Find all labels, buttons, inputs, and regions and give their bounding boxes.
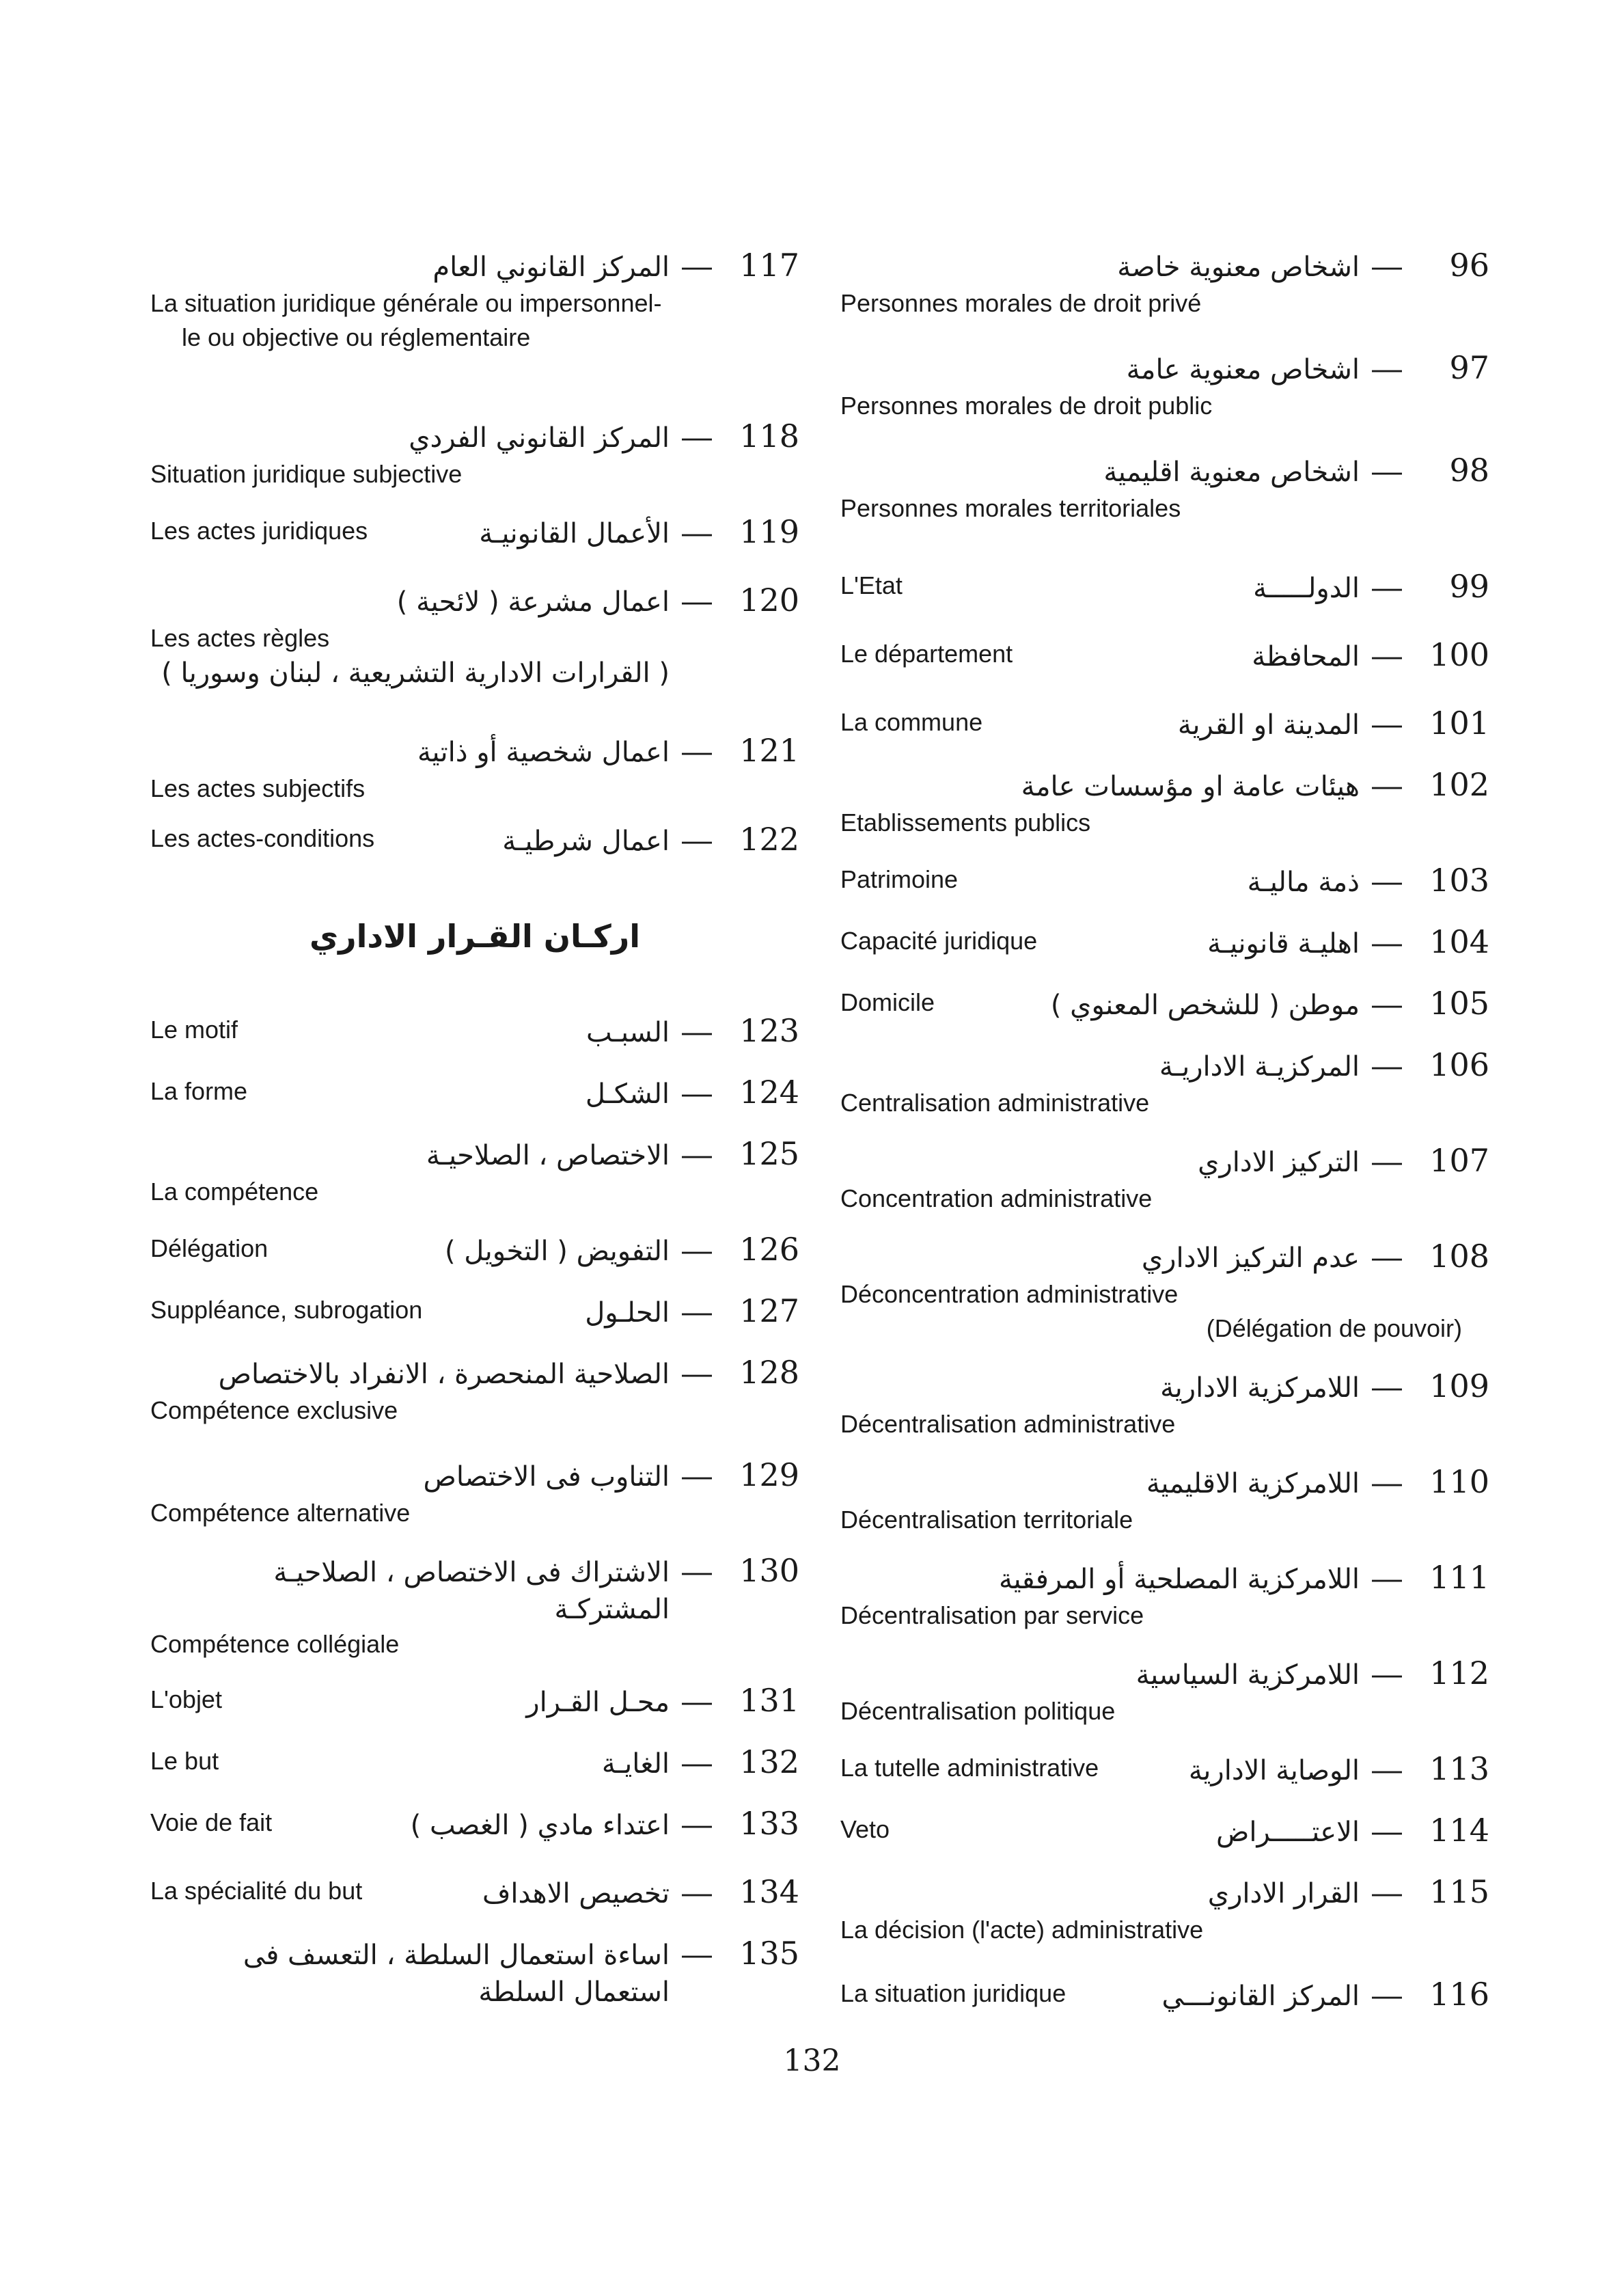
entry-number: 114 <box>1429 1812 1489 1849</box>
glossary-entry <box>150 1873 799 1913</box>
entry-french-term: La spécialité du but <box>150 1877 363 1905</box>
entry-number: 105 <box>1429 985 1489 1022</box>
entry-arabic-line <box>840 1237 1489 1277</box>
entry-french-term: Décentralisation territoriale <box>840 1506 1133 1534</box>
entry-number: 110 <box>1429 1463 1489 1500</box>
entry-dash: — <box>1372 1814 1402 1848</box>
entry-dash: — <box>682 420 712 454</box>
entry-dash: — <box>1372 1979 1402 2012</box>
entry-french-term: Personnes morales de droit public <box>840 392 1213 420</box>
entry-arabic-continuation: ( القرارات الادارية التشريعية ، لبنان وسوريا ) <box>161 657 670 689</box>
entry-french-term: Capacité juridique <box>840 927 1038 955</box>
entry-arabic-term: اهليـة قانونيـة <box>1207 928 1360 960</box>
entry-number: 113 <box>1429 1750 1489 1787</box>
entry-arabic-line <box>840 349 1489 389</box>
glossary-entry <box>840 1463 1489 1537</box>
entry-dash: — <box>682 735 712 768</box>
entry-number: 126 <box>739 1231 799 1268</box>
glossary-entry <box>840 765 1489 840</box>
entry-arabic-continuation: استعمال السلطة <box>478 1976 670 2008</box>
entry-dash: — <box>1372 571 1402 604</box>
entry-arabic-term: المحافظة <box>1252 641 1360 672</box>
glossary-entry <box>150 417 799 491</box>
entry-arabic-line <box>840 1141 1489 1182</box>
glossary-entry <box>840 636 1489 676</box>
glossary-entry <box>150 1551 799 1661</box>
entry-arabic-line <box>840 567 1489 608</box>
entry-dash: — <box>1372 1753 1402 1786</box>
glossary-entry <box>150 1230 799 1270</box>
entry-french-term: La décision (l'acte) administrative <box>840 1916 1204 1944</box>
entry-dash: — <box>1372 1466 1402 1499</box>
entry-french-term: La situation juridique générale ou impersonnel- <box>150 289 662 317</box>
entry-arabic-line <box>150 417 799 457</box>
entry-dash: — <box>682 1295 712 1329</box>
entry-dash: — <box>682 249 712 283</box>
glossary-entry <box>840 923 1489 963</box>
entry-french-term: Domicile <box>840 988 935 1016</box>
entry-number: 99 <box>1449 568 1489 605</box>
entry-number: 107 <box>1429 1142 1489 1179</box>
entry-arabic-line <box>150 1353 799 1393</box>
entry-number: 117 <box>739 247 799 284</box>
entry-arabic-line <box>840 1558 1489 1599</box>
entry-number: 125 <box>739 1135 799 1172</box>
entry-arabic-term: الأعمال القانونيـة <box>479 518 670 549</box>
entry-number: 104 <box>1429 923 1489 960</box>
entry-french-term: Compétence collégiale <box>150 1630 400 1658</box>
entry-french-term: L'Etat <box>840 571 903 599</box>
entry-dash: — <box>682 824 712 857</box>
entry-number: 96 <box>1449 247 1489 284</box>
entry-number: 118 <box>739 418 799 454</box>
entry-arabic-line <box>840 765 1489 806</box>
entry-arabic-term: الوصاية الادارية <box>1188 1755 1360 1786</box>
glossary-entry <box>150 1743 799 1783</box>
glossary-entry <box>840 567 1489 608</box>
entry-number: 97 <box>1449 349 1489 386</box>
entry-arabic-term: تخصيص الاهداف <box>482 1878 670 1909</box>
entry-dash: — <box>682 1357 712 1390</box>
entry-number: 131 <box>739 1682 799 1719</box>
glossary-entry <box>840 1367 1489 1441</box>
glossary-entry <box>150 1681 799 1722</box>
glossary-entry <box>150 1353 799 1428</box>
entry-arabic-term: اعمال مشرعة ( لائحية ) <box>396 586 670 618</box>
entry-dash: — <box>682 516 712 549</box>
entry-french-term: Décentralisation par service <box>840 1601 1144 1629</box>
entry-arabic-term: اللامركزية السياسية <box>1136 1659 1360 1691</box>
entry-french-term: La situation juridique <box>840 1979 1066 2007</box>
entry-number: 122 <box>739 821 799 858</box>
entry-number: 134 <box>739 1873 799 1910</box>
entry-number: 120 <box>739 582 799 618</box>
entry-arabic-line <box>150 1134 799 1175</box>
entry-number: 123 <box>739 1012 799 1049</box>
glossary-entry <box>840 1237 1489 1346</box>
entry-dash: — <box>682 1015 712 1048</box>
entry-arabic-term: الشكـل <box>585 1078 670 1110</box>
entry-number: 103 <box>1429 862 1489 899</box>
entry-french-term: Les actes subjectifs <box>150 774 366 802</box>
entry-french-term: Déconcentration administrative <box>840 1280 1179 1308</box>
glossary-entry <box>150 1456 799 1530</box>
entry-number: 121 <box>739 732 799 769</box>
entry-french-term: Patrimoine <box>840 865 959 893</box>
glossary-entry <box>150 1073 799 1113</box>
entry-dash: — <box>1372 1657 1402 1691</box>
entry-arabic-line <box>150 1551 799 1592</box>
section-heading: اركـان القـرار الاداري <box>309 918 641 955</box>
entry-arabic-term: اشخاص معنوية خاصة <box>1117 251 1360 283</box>
entry-french-term: Veto <box>840 1815 890 1843</box>
entry-arabic-line <box>150 1456 799 1496</box>
glossary-entry <box>150 1804 799 1845</box>
entry-dash: — <box>1372 1145 1402 1178</box>
entry-dash: — <box>682 1685 712 1718</box>
entry-french-term: Délégation <box>150 1234 269 1262</box>
entry-number: 129 <box>739 1456 799 1493</box>
entry-french-term: Les actes règles <box>150 624 330 652</box>
entry-french-term: Voie de fait <box>150 1808 273 1836</box>
entry-french-term: Les actes juridiques <box>150 517 368 545</box>
entry-arabic-line <box>840 1367 1489 1407</box>
entry-number: 98 <box>1449 452 1489 489</box>
entry-dash: — <box>1372 865 1402 898</box>
entry-number: 112 <box>1429 1655 1489 1691</box>
entry-arabic-line <box>150 1934 799 1974</box>
entry-dash: — <box>1372 988 1402 1021</box>
glossary-entry <box>840 1975 1489 2015</box>
entry-arabic-term: المدينة او القرية <box>1177 709 1360 741</box>
entry-arabic-line <box>840 984 1489 1024</box>
glossary-entry <box>840 1750 1489 1790</box>
entry-number: 106 <box>1429 1046 1489 1083</box>
entry-arabic-line <box>150 1011 799 1052</box>
entry-arabic-line <box>840 1654 1489 1694</box>
entry-arabic-term: المركز القانوني العام <box>432 251 670 283</box>
entry-dash: — <box>682 1746 712 1780</box>
page-number: 132 <box>783 2043 841 2078</box>
entry-number: 124 <box>739 1074 799 1111</box>
entry-french-term: Concentration administrative <box>840 1184 1153 1212</box>
entry-dash: — <box>682 1138 712 1171</box>
entry-french-term: Centralisation administrative <box>840 1089 1150 1117</box>
entry-french-term: La commune <box>840 708 983 736</box>
entry-arabic-term: اساءة استعمال السلطة ، التعسف فى <box>243 1940 670 1971</box>
entry-arabic-term: المركز القانوني الفردي <box>409 422 670 454</box>
entry-arabic-line <box>150 1743 799 1783</box>
glossary-entry <box>150 581 799 691</box>
entry-dash: — <box>1372 769 1402 802</box>
entry-arabic-line <box>840 451 1489 491</box>
entry-arabic-term: اشخاص معنوية اقليمية <box>1103 457 1360 488</box>
entry-french-term: La compétence <box>150 1178 319 1206</box>
entry-arabic-term: اللامركزية الادارية <box>1160 1372 1360 1404</box>
entry-arabic-term: اللامركزية المصلحية أو المرفقية <box>999 1564 1360 1595</box>
glossary-entry <box>840 861 1489 901</box>
entry-arabic-term: اعمال شرطيـة <box>502 826 670 857</box>
entry-dash: — <box>682 1076 712 1110</box>
entry-number: 119 <box>739 513 799 550</box>
entry-dash: — <box>682 1876 712 1909</box>
entry-number: 133 <box>739 1805 799 1842</box>
glossary-entry <box>150 1134 799 1209</box>
glossary-entry <box>840 246 1489 321</box>
entry-french-term: La forme <box>150 1077 248 1105</box>
entry-arabic-term: القرار الاداري <box>1207 1878 1360 1909</box>
entry-arabic-term: اللامركزية الاقليمية <box>1146 1468 1360 1499</box>
entry-arabic-line <box>840 1873 1489 1913</box>
entry-arabic-line <box>840 1463 1489 1503</box>
entry-french-term: Compétence alternative <box>150 1499 411 1527</box>
entry-french-term: Le but <box>150 1747 219 1775</box>
entry-dash: — <box>1372 1049 1402 1083</box>
entry-number: 135 <box>739 1935 799 1972</box>
entry-arabic-line <box>840 1046 1489 1086</box>
entry-arabic-line <box>150 246 799 286</box>
entry-dash: — <box>1372 1370 1402 1404</box>
entry-arabic-term: الحلـول <box>585 1297 670 1329</box>
entry-number: 109 <box>1429 1368 1489 1404</box>
entry-arabic-term: التناوب فى الاختصاص <box>423 1461 670 1493</box>
entry-dash: — <box>1372 454 1402 488</box>
glossary-entry <box>150 1934 799 2010</box>
glossary-entry <box>150 246 799 355</box>
glossary-entry <box>840 704 1489 744</box>
entry-arabic-line <box>150 581 799 621</box>
entry-arabic-term: محـل القـرار <box>526 1687 670 1718</box>
entry-french-term: Situation juridique subjective <box>150 460 463 488</box>
entry-dash: — <box>1372 1240 1402 1274</box>
entry-arabic-line <box>150 1681 799 1722</box>
entry-arabic-term: هيئات عامة او مؤسسات عامة <box>1021 771 1360 802</box>
entry-number: 115 <box>1429 1873 1489 1910</box>
entry-dash: — <box>1372 707 1402 741</box>
glossary-entry <box>150 1011 799 1052</box>
entry-arabic-term: الاختصاص ، الصلاحيـة <box>426 1140 670 1171</box>
entry-french-term: Décentralisation politique <box>840 1697 1116 1725</box>
glossary-entry <box>840 349 1489 423</box>
entry-arabic-term: السبـب <box>586 1017 670 1048</box>
entry-number: 100 <box>1429 636 1489 673</box>
entry-number: 111 <box>1429 1559 1489 1596</box>
entry-french-term: Le département <box>840 640 1013 668</box>
entry-french-term: Etablissements publics <box>840 808 1091 837</box>
entry-arabic-term: عدم التركيز الاداري <box>1141 1242 1360 1274</box>
entry-arabic-continuation: المشتركـة <box>554 1594 670 1625</box>
entry-arabic-line <box>840 246 1489 286</box>
glossary-entry <box>150 513 799 553</box>
entry-french-term: Les actes-conditions <box>150 824 375 852</box>
entry-arabic-term: ذمة ماليـة <box>1247 867 1360 898</box>
entry-arabic-term: المركزيـة الاداريـة <box>1159 1051 1360 1083</box>
entry-dash: — <box>682 584 712 618</box>
entry-dash: — <box>682 1555 712 1588</box>
entry-dash: — <box>1372 352 1402 385</box>
entry-dash: — <box>682 1938 712 1971</box>
entry-dash: — <box>1372 249 1402 283</box>
entry-arabic-term: الصلاحية المنحصرة ، الانفراد بالاختصاص <box>218 1359 670 1390</box>
entry-arabic-term: موطن ( للشخص المعنوي ) <box>1050 990 1360 1021</box>
entry-arabic-term: اعتداء مادي ( الغصب ) <box>410 1810 670 1841</box>
glossary-entry <box>840 451 1489 526</box>
entry-arabic-term: الاشتراك فى الاختصاص ، الصلاحيـة <box>273 1557 670 1588</box>
entry-french-note: (Délégation de pouvoir) <box>1206 1314 1462 1342</box>
entry-french-term: Suppléance, subrogation <box>150 1296 423 1324</box>
entry-number: 116 <box>1429 1976 1489 2013</box>
glossary-entry <box>840 1654 1489 1728</box>
entry-dash: — <box>1372 926 1402 960</box>
entry-arabic-term: الغايـة <box>601 1748 670 1780</box>
entry-french-term: L'objet <box>150 1685 222 1713</box>
entry-french-term: Décentralisation administrative <box>840 1410 1176 1438</box>
entry-number: 132 <box>739 1743 799 1780</box>
entry-arabic-term: التركيز الاداري <box>1198 1147 1360 1178</box>
entry-number: 128 <box>739 1354 799 1391</box>
entry-french-continuation: le ou objective ou réglementaire <box>182 323 531 351</box>
entry-french-term: Le motif <box>150 1016 238 1044</box>
entry-number: 130 <box>739 1552 799 1589</box>
entry-number: 102 <box>1429 766 1489 803</box>
entry-french-term: Compétence exclusive <box>150 1396 398 1424</box>
glossary-entry <box>840 1046 1489 1120</box>
entry-arabic-line <box>840 1811 1489 1851</box>
entry-arabic-term: الدولـــــة <box>1253 573 1360 604</box>
entry-arabic-term: اعمال شخصية أو ذاتية <box>417 737 670 768</box>
glossary-entry <box>150 731 799 806</box>
entry-dash: — <box>682 1234 712 1267</box>
entry-arabic-term: الاعتـــــراض <box>1216 1817 1360 1848</box>
glossary-entry <box>150 1292 799 1332</box>
entry-number: 127 <box>739 1292 799 1329</box>
entry-french-term: Personnes morales territoriales <box>840 494 1181 522</box>
glossary-entry <box>150 820 799 860</box>
entry-dash: — <box>682 1459 712 1493</box>
entry-arabic-term: اشخاص معنوية عامة <box>1126 354 1360 385</box>
entry-dash: — <box>1372 639 1402 672</box>
entry-french-term: La tutelle administrative <box>840 1754 1099 1782</box>
entry-number: 108 <box>1429 1238 1489 1275</box>
glossary-entry <box>840 1873 1489 1947</box>
entry-dash: — <box>1372 1562 1402 1595</box>
entry-arabic-term: التفويض ( التخويل ) <box>444 1236 670 1267</box>
entry-arabic-line <box>150 731 799 772</box>
entry-arabic-line <box>150 1073 799 1113</box>
entry-arabic-term: المركز القانونـــي <box>1161 1981 1360 2012</box>
glossary-entry <box>840 1141 1489 1216</box>
entry-number: 101 <box>1429 705 1489 742</box>
entry-dash: — <box>1372 1876 1402 1909</box>
glossary-entry <box>840 984 1489 1024</box>
glossary-entry <box>840 1811 1489 1851</box>
entry-dash: — <box>682 1808 712 1841</box>
entry-french-term: Personnes morales de droit privé <box>840 289 1202 317</box>
glossary-entry <box>840 1558 1489 1633</box>
